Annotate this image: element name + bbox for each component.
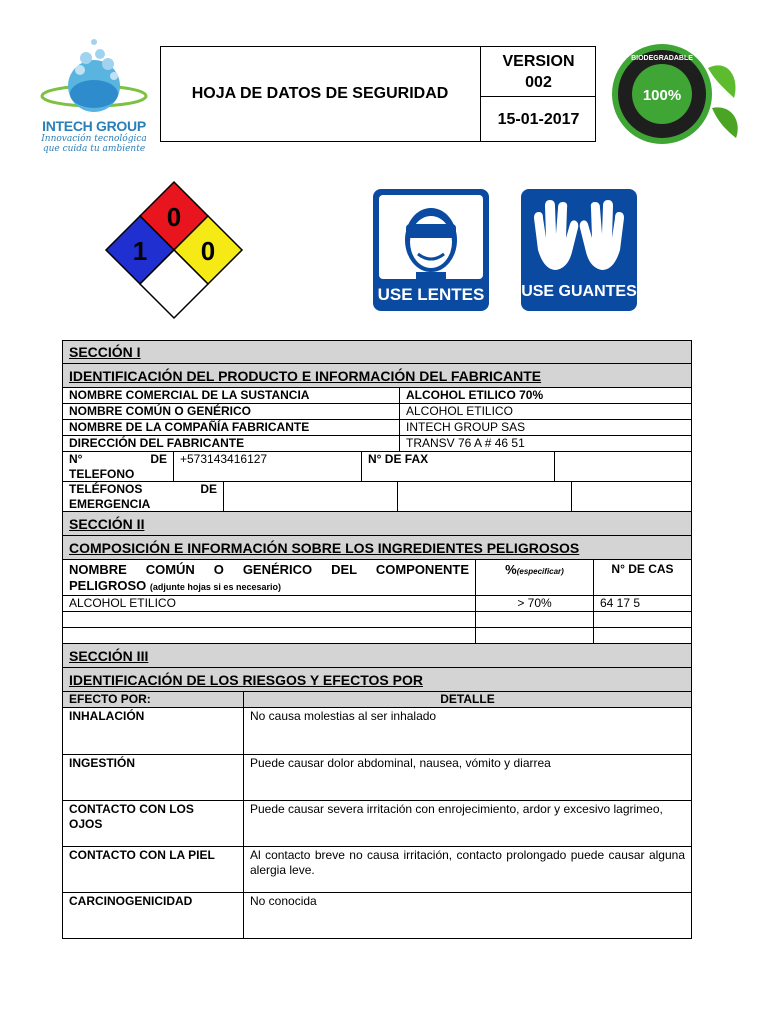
field-label: NOMBRE COMÚN O GENÉRICO [69, 404, 252, 418]
field-value: ALCOHOL ETILICO 70% [399, 388, 691, 403]
table-header-row [62, 560, 692, 596]
effect-cell: INHALACIÓN [69, 709, 145, 723]
gloves-sign-label: USE GUANTES [521, 283, 637, 300]
field-value: ALCOHOL ETILICO [399, 404, 691, 419]
emergency-label-line-2: EMERGENCIA [69, 497, 151, 511]
section-heading-row [62, 644, 692, 668]
section-1-heading: SECCIÓN I [63, 341, 691, 363]
seal-percent: 100% [642, 87, 682, 104]
field-label: NOMBRE DE LA COMPAÑÍA FABRICANTE [69, 420, 310, 434]
tagline-line-2: que cuida tu ambiente [42, 144, 146, 154]
percent-cell [475, 612, 593, 627]
emergency-value [223, 482, 397, 511]
section-2-title: COMPOSICIÓN E INFORMACIÓN SOBRE LOS INGREDIENTES PELIGROSOS [63, 536, 691, 559]
table-row [62, 436, 692, 452]
nfpa-left-value: 1 [132, 236, 148, 266]
cas-cell: 64 17 5 [593, 596, 691, 611]
col-detail-header: DETALLE [243, 692, 691, 707]
phone-label-line-1: N° DE [69, 452, 167, 466]
table-row [62, 628, 692, 644]
percent-cell [475, 628, 593, 643]
detail-cell: Puede causar severa irritación con enrojecimiento, ardor y excesivo lagrimeo, [243, 801, 691, 846]
component-cell [63, 628, 475, 643]
section-1-title: IDENTIFICACIÓN DEL PRODUCTO E INFORMACIÓN DEL FABRICANTE [63, 364, 691, 387]
section-3-heading: SECCIÓN III [63, 644, 691, 667]
component-cell: ALCOHOL ETILICO [69, 596, 176, 610]
table-row [62, 801, 692, 847]
col-cas-header: N° DE CAS [593, 560, 691, 595]
table-row [62, 596, 692, 612]
fax-value [554, 452, 691, 481]
emergency-label [63, 482, 223, 511]
detail-cell: No conocida [243, 893, 691, 938]
effect-cell: CONTACTO CON LOS OJOS [69, 802, 194, 831]
nfpa-right-value: 0 [200, 236, 216, 266]
field-value: TRANSV 76 A # 46 51 [399, 436, 691, 451]
col-effect-header: EFECTO POR: [69, 692, 151, 706]
seal-icon [608, 38, 744, 150]
section-title-row [62, 364, 692, 388]
detail-cell: No causa molestias al ser inhalado [243, 708, 691, 754]
detail-cell: Puede causar dolor abdominal, nausea, vómito y diarrea [243, 755, 691, 800]
table-row [62, 893, 692, 939]
version-box [481, 47, 596, 96]
percent-cell: > 70% [475, 596, 593, 611]
use-gloves-sign [520, 188, 638, 312]
component-cell [63, 612, 475, 627]
detail-cell: Al contacto breve no causa irritación, contacto prolongado puede causar alguna alergia leve. [243, 847, 691, 892]
emergency-value [571, 482, 691, 511]
phone-label [63, 452, 173, 481]
water-drop-icon [36, 34, 152, 124]
safety-data-table [62, 340, 692, 939]
section-heading-row [62, 512, 692, 536]
col-percent-note: (especificar) [516, 567, 564, 576]
cas-cell [593, 628, 691, 643]
biodegradable-seal [608, 38, 744, 150]
document-title: HOJA DE DATOS DE SEGURIDAD [191, 85, 449, 102]
section-heading-row [62, 340, 692, 364]
version-number: 002 [525, 73, 552, 91]
field-value: INTECH GROUP SAS [399, 420, 691, 435]
col-component-word: PELIGROSO [69, 578, 147, 593]
col-percent-symbol: % [505, 562, 517, 577]
use-glasses-sign [372, 188, 490, 312]
table-row [62, 420, 692, 436]
table-row [62, 482, 692, 512]
section-title-row [62, 536, 692, 560]
version-label: VERSION [502, 52, 575, 70]
effect-cell: CARCINOGENICIDAD [69, 894, 193, 908]
effect-cell: INGESTIÓN [69, 756, 136, 770]
table-row [62, 388, 692, 404]
phone-label-line-2: TELEFONO [69, 467, 135, 481]
field-label: NOMBRE COMERCIAL DE LA SUSTANCIA [69, 388, 310, 402]
nfpa-diamond [104, 180, 244, 320]
emergency-value [397, 482, 571, 511]
table-row [62, 404, 692, 420]
table-header-row [62, 692, 692, 708]
section-title-row [62, 668, 692, 692]
version-date: 15-01-2017 [497, 110, 580, 128]
phone-value: +573143416127 [173, 452, 361, 481]
section-2-heading: SECCIÓN II [63, 512, 691, 535]
table-row [62, 755, 692, 801]
table-row [62, 612, 692, 628]
col-component-note: (adjunte hojas si es necesario) [149, 582, 281, 592]
seal-text: BIODEGRADABLE [631, 55, 693, 62]
cas-cell [593, 612, 691, 627]
table-row [62, 847, 692, 893]
col-component-line-2 [69, 578, 469, 595]
col-percent-header [475, 560, 593, 595]
glasses-sign-label: USE LENTES [377, 285, 485, 304]
tagline-line-1: Innovación tecnológica [41, 134, 147, 144]
emergency-label-line-1: TELÉFONOS DE [69, 482, 217, 496]
fax-label: N° DE FAX [361, 452, 554, 481]
company-tagline [36, 134, 152, 154]
table-row [62, 708, 692, 755]
company-name: INTECH GROUP [42, 118, 146, 134]
nfpa-top-value: 0 [166, 202, 182, 232]
table-row [62, 452, 692, 482]
col-component-line-1: NOMBRE COMÚN O GENÉRICO DEL COMPONENTE [69, 562, 469, 577]
effect-cell: CONTACTO CON LA PIEL [69, 848, 215, 862]
section-3-title: IDENTIFICACIÓN DE LOS RIESGOS Y EFECTOS POR [63, 668, 691, 691]
col-component-header [63, 560, 475, 595]
field-label: DIRECCIÓN DEL FABRICANTE [69, 436, 245, 450]
